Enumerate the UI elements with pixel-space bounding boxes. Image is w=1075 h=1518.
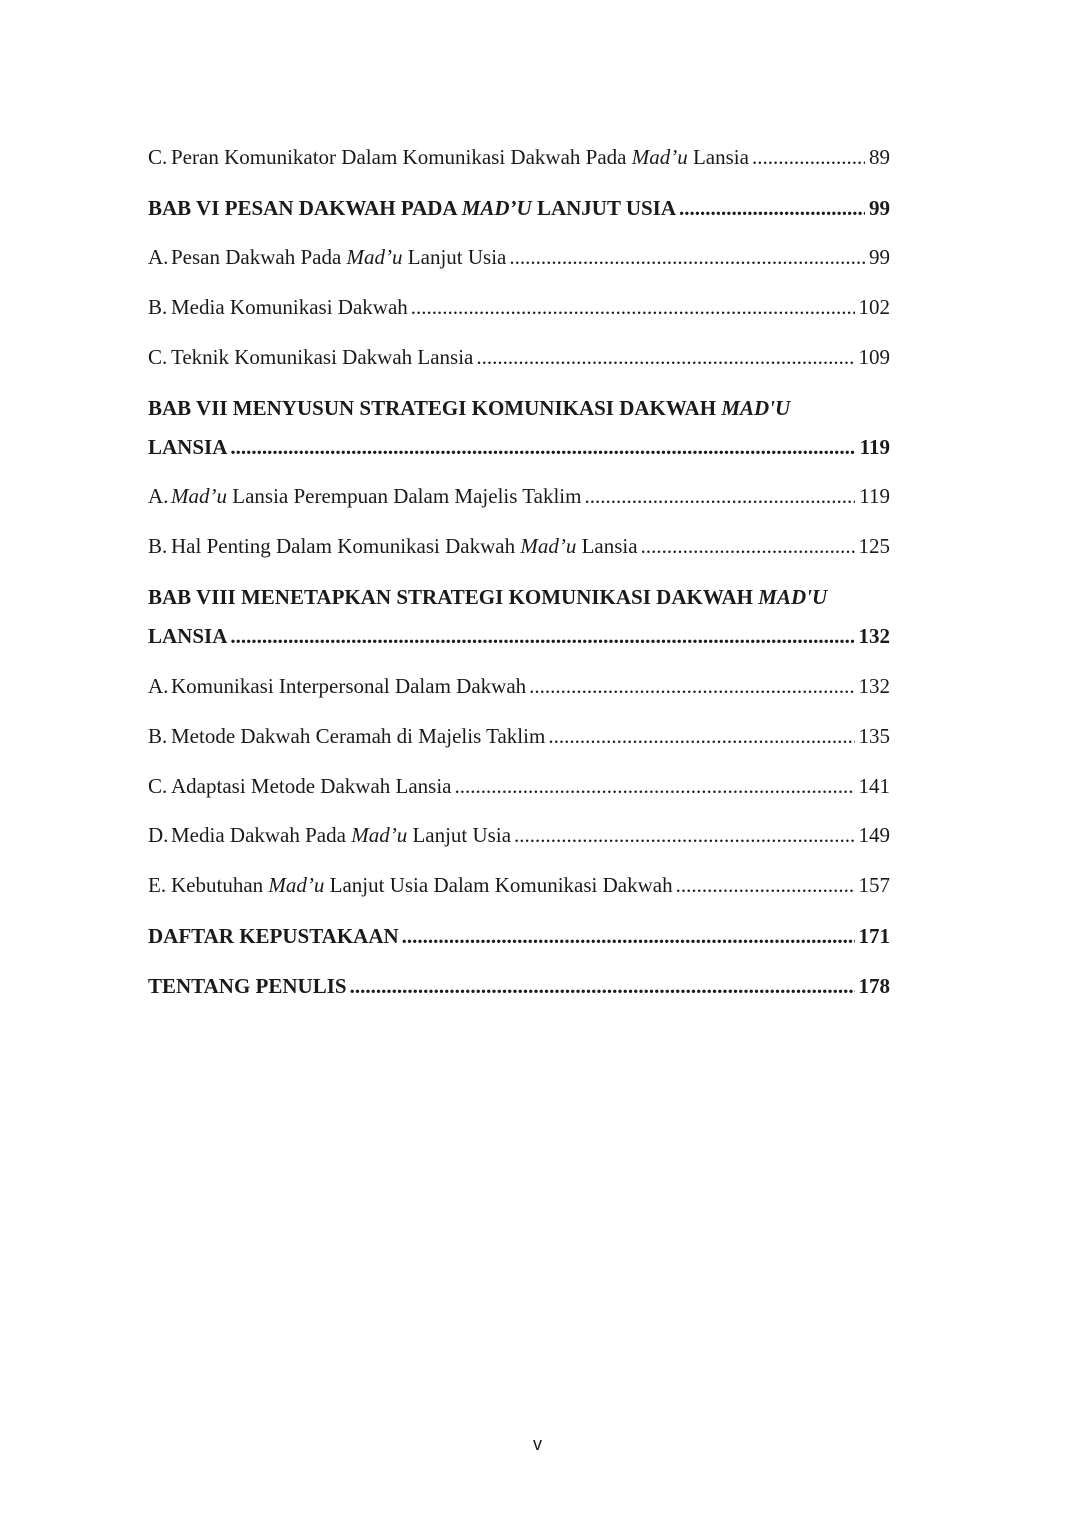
toc-entry-page: 157: [858, 873, 890, 897]
toc-entry-title: Kebutuhan Mad’u Lanjut Usia Dalam Komunikasi Dakwah: [171, 873, 673, 897]
dot-leader: [529, 674, 854, 699]
toc-chapter-title: LANSIA: [148, 435, 228, 459]
toc-entry-letter: A.: [148, 484, 169, 508]
toc-entry-title: Media Komunikasi Dakwah: [171, 295, 408, 319]
toc-entry-page: 135: [858, 724, 890, 748]
dot-leader: [455, 774, 855, 799]
toc-chapter: [148, 196, 890, 226]
toc-entry-page: 109: [858, 345, 890, 369]
dot-leader: [230, 624, 854, 649]
toc-entry: [148, 145, 890, 175]
dot-leader: [411, 295, 855, 320]
toc-entry-letter: C.: [148, 345, 168, 369]
toc-chapter-title: BAB VII MENYUSUN STRATEGI KOMUNIKASI DAKWAH MAD'U: [148, 396, 791, 420]
toc-entry-page: 132: [858, 674, 890, 698]
dot-leader: [476, 345, 854, 370]
toc-entry-title: Teknik Komunikasi Dakwah Lansia: [171, 345, 474, 369]
toc-entry-title: Hal Penting Dalam Komunikasi Dakwah Mad’u Lansia: [171, 534, 638, 558]
toc-entry: [148, 484, 890, 514]
toc-entry-page: 125: [858, 534, 890, 558]
toc-entry-title: Adaptasi Metode Dakwah Lansia: [171, 774, 452, 798]
toc-entry-page: 141: [858, 774, 890, 798]
toc-entry-letter: B.: [148, 295, 168, 319]
toc-entry: [148, 823, 890, 853]
toc-entry-page: 149: [858, 823, 890, 847]
dot-leader: [350, 974, 855, 999]
toc-chapter-page: 119: [859, 435, 890, 459]
toc-chapter-title: BAB VI PESAN DAKWAH PADA MAD’U LANJUT USIA: [148, 196, 677, 220]
toc-chapter-page: 171: [858, 924, 890, 948]
toc-chapter: [148, 974, 890, 1004]
dot-leader: [548, 724, 854, 749]
toc-chapter-title: TENTANG PENULIS: [148, 974, 347, 998]
dot-leader: [584, 484, 855, 509]
dot-leader: [514, 823, 854, 848]
toc-entry-letter: B.: [148, 724, 168, 748]
toc-chapter-page: 99: [869, 196, 890, 220]
toc-entry: [148, 245, 890, 275]
toc-chapter-page: 132: [858, 624, 890, 648]
dot-leader: [641, 534, 855, 559]
toc-entry-title: Komunikasi Interpersonal Dalam Dakwah: [171, 674, 527, 698]
toc-entry-letter: A.: [148, 245, 169, 269]
toc-entry-page: 119: [859, 484, 890, 508]
toc-chapter-line-2: [148, 624, 890, 654]
page-number: v: [533, 1434, 542, 1454]
toc-entry: [148, 873, 890, 903]
toc-entry-page: 102: [858, 295, 890, 319]
toc-entry: [148, 345, 890, 375]
toc-entry: [148, 674, 890, 704]
toc-chapter-title: DAFTAR KEPUSTAKAAN: [148, 924, 399, 948]
toc-chapter-title: BAB VIII MENETAPKAN STRATEGI KOMUNIKASI DAKWAH MAD'U: [148, 585, 828, 609]
toc-entry-title: Media Dakwah Pada Mad’u Lanjut Usia: [171, 823, 512, 847]
toc-entry-letter: B.: [148, 534, 168, 558]
toc-entry-letter: C.: [148, 774, 168, 798]
toc-entry-page: 99: [869, 245, 890, 269]
toc-chapter-line-1: [148, 396, 890, 426]
dot-leader: [402, 924, 855, 949]
dot-leader: [676, 873, 855, 898]
toc-entry-letter: D.: [148, 823, 169, 847]
toc-entry: [148, 295, 890, 325]
toc-entry-letter: A.: [148, 674, 169, 698]
toc-entry-page: 89: [869, 145, 890, 169]
dot-leader: [679, 196, 865, 221]
toc-chapter-line-1: [148, 585, 890, 615]
toc-entry-title: Mad’u Lansia Perempuan Dalam Majelis Taklim: [171, 484, 582, 508]
toc-entry-letter: E.: [148, 873, 167, 897]
toc-entry-title: Pesan Dakwah Pada Mad’u Lanjut Usia: [171, 245, 507, 269]
toc-entry: [148, 534, 890, 564]
dot-leader: [230, 435, 855, 460]
toc-chapter: [148, 924, 890, 954]
toc-chapter-title: LANSIA: [148, 624, 228, 648]
toc-chapter-line-2: [148, 435, 890, 465]
toc-entry: [148, 774, 890, 804]
dot-leader: [509, 245, 865, 270]
toc-chapter-page: 178: [858, 974, 890, 998]
toc-entry-title: Peran Komunikator Dalam Komunikasi Dakwah Pada Mad’u Lansia: [171, 145, 749, 169]
toc-entry: [148, 724, 890, 754]
toc-entry-letter: C.: [148, 145, 168, 169]
toc-entry-title: Metode Dakwah Ceramah di Majelis Taklim: [171, 724, 546, 748]
dot-leader: [752, 145, 865, 170]
